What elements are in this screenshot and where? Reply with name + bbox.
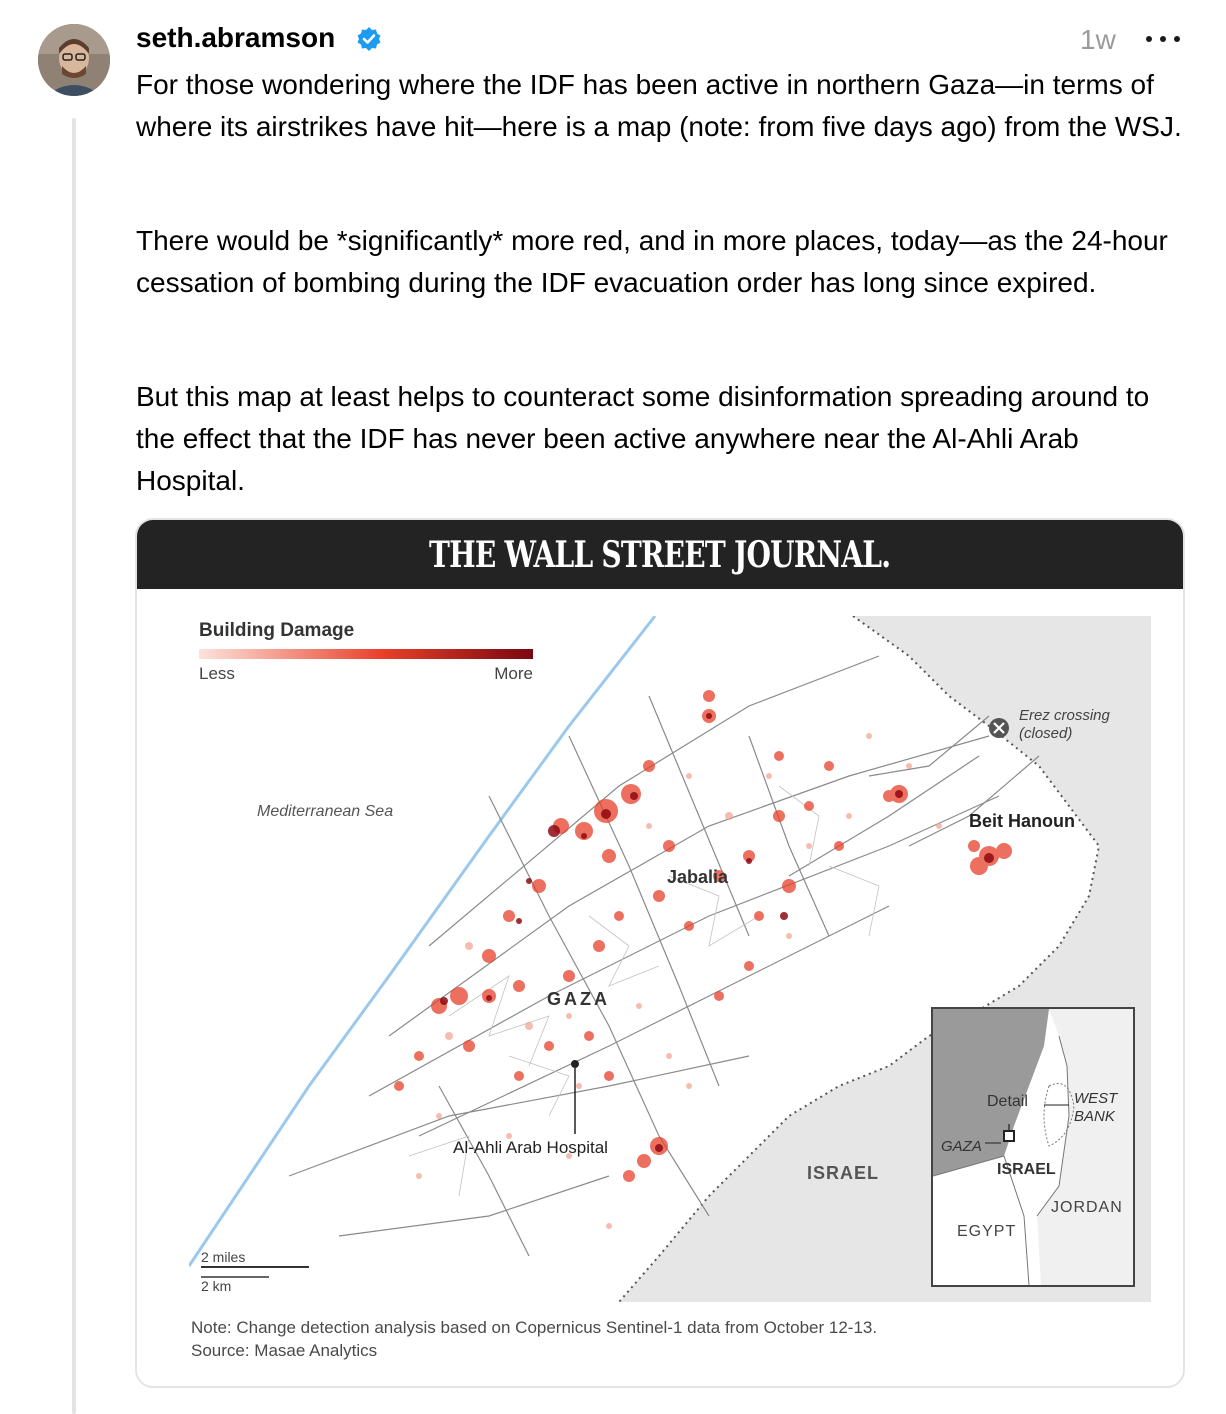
scale-miles: 2 miles <box>201 1249 246 1265</box>
map-note <box>191 1316 877 1362</box>
legend-less: Less <box>199 664 235 683</box>
more-dot-icon <box>1160 36 1166 42</box>
sea-label: Mediterranean Sea <box>257 803 394 820</box>
avatar[interactable] <box>38 24 110 96</box>
legend-gradient <box>199 649 533 659</box>
legend-title: Building Damage <box>199 620 355 641</box>
more-dot-icon <box>1146 36 1152 42</box>
verified-badge-icon <box>356 26 382 52</box>
map-image-card[interactable] <box>135 518 1185 1388</box>
post-paragraph-3: But this map at least helps to counteract some disinformation spreading around to the effect that the IDF has never been active anywhere near the Al-Ahli Arab Hospital. <box>136 381 1150 496</box>
israel-label: ISRAEL <box>807 1163 880 1183</box>
beit-hanoun-label: Beit Hanoun <box>969 811 1075 831</box>
more-options-button[interactable] <box>1146 24 1180 54</box>
map-source-line: Source: Masae Analytics <box>191 1341 378 1360</box>
post-paragraph-2: There would be *significantly* more red, and in more places, today—as the 24-hour cessation of bombing during the IDF evacuation order has long since expired. <box>136 225 1168 298</box>
inset-egypt-label: EGYPT <box>957 1223 1017 1240</box>
thread-line <box>72 118 76 1414</box>
inset-jordan-label: JORDAN <box>1051 1199 1123 1216</box>
inset-detail-label: Detail <box>987 1093 1028 1110</box>
erez-label-line2: (closed) <box>1019 725 1073 742</box>
masthead-text: THE WALL STREET JOURNAL. <box>429 533 891 576</box>
inset-west-bank-line1: WEST <box>1074 1090 1118 1107</box>
more-dot-icon <box>1174 36 1180 42</box>
legend-more: More <box>494 664 533 683</box>
gaza-city-label: GAZA <box>547 989 610 1009</box>
hospital-marker-icon <box>571 1060 579 1068</box>
gaza-damage-map <box>189 616 1151 1302</box>
post-paragraph-1: For those wondering where the IDF has been active in northern Gaza—in terms of where its airstrikes have hit—here is a map (note: from five days ago) from the WSJ. <box>136 69 1182 142</box>
post-timestamp: 1w <box>1080 24 1116 55</box>
scale-km: 2 km <box>201 1278 232 1294</box>
map-note-line: Note: Change detection analysis based on Copernicus Sentinel-1 data from October 12-13. <box>191 1318 878 1337</box>
username[interactable]: seth.abramson <box>136 22 336 53</box>
erez-label-line1: Erez crossing <box>1019 707 1110 724</box>
inset-israel-label: ISRAEL <box>997 1161 1056 1178</box>
inset-west-bank-line2: BANK <box>1074 1108 1115 1125</box>
avatar-photo <box>38 24 110 96</box>
wsj-masthead <box>137 520 1183 589</box>
hospital-label: Al-Ahli Arab Hospital <box>453 1138 608 1157</box>
inset-gaza-label: GAZA <box>941 1138 982 1155</box>
inset-map <box>932 1008 1134 1286</box>
jabalia-label: Jabalia <box>667 867 729 887</box>
